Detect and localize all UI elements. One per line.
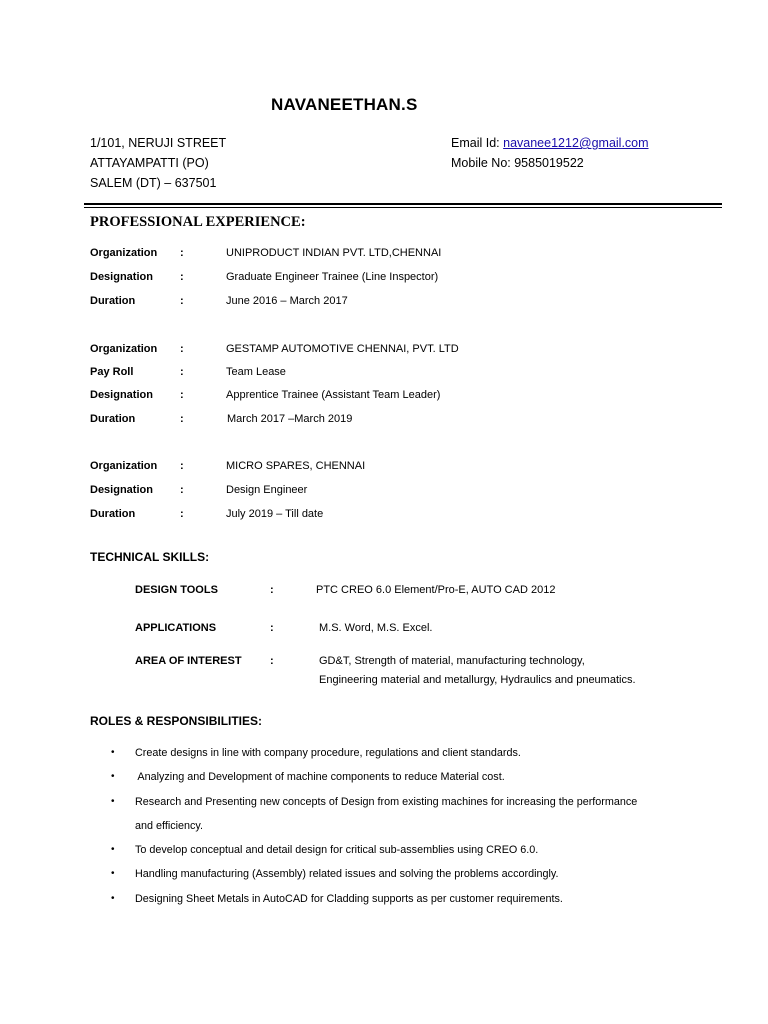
address-line-1: 1/101, NERUJI STREET <box>90 136 227 150</box>
role-2-text: Analyzing and Development of machine components to reduce Material cost. <box>135 771 505 783</box>
job3-designation-label: Designation <box>90 484 153 496</box>
skill-applications-label: APPLICATIONS <box>135 622 217 634</box>
role-3-bullet: • <box>111 796 115 807</box>
role-2-bullet: • <box>111 771 115 782</box>
header-divider-thin <box>84 207 722 208</box>
job3-designation-colon: : <box>180 484 184 496</box>
role-5-text: Handling manufacturing (Assembly) related issues and solving the problems accordingly. <box>135 868 559 880</box>
mobile-line: Mobile No: 9585019522 <box>451 156 584 170</box>
skill-interest-label: AREA OF INTEREST <box>135 655 242 667</box>
job3-duration-label: Duration <box>90 508 136 520</box>
job1-designation-colon: : <box>180 271 184 283</box>
header-divider-thick <box>84 203 722 205</box>
skill-interest-value-cont: Engineering material and metallurgy, Hydraulics and pneumatics. <box>319 674 636 686</box>
skill-interest-colon: : <box>270 655 274 667</box>
skill-interest-value: GD&T, Strength of material, manufacturing technology, <box>319 655 585 667</box>
job2-duration-value: March 2017 –March 2019 <box>227 413 353 425</box>
role-3-text: Research and Presenting new concepts of Design from existing machines for increasing the performance <box>135 796 638 808</box>
job2-duration-colon: : <box>180 413 184 425</box>
job1-org-label: Organization <box>90 247 158 259</box>
role-1-bullet: • <box>111 747 115 758</box>
job1-designation-value: Graduate Engineer Trainee (Line Inspector) <box>226 271 439 283</box>
job2-org-colon: : <box>180 343 184 355</box>
job3-duration-colon: : <box>180 508 184 520</box>
job3-org-label: Organization <box>90 460 158 472</box>
job2-payroll-value: Team Lease <box>226 366 286 378</box>
job2-payroll-colon: : <box>180 366 184 378</box>
address-line-3: SALEM (DT) – 637501 <box>90 176 217 190</box>
address-line-2: ATTAYAMPATTI (PO) <box>90 156 209 170</box>
email-link[interactable]: navanee1212@gmail.com <box>503 136 649 150</box>
experience-heading: PROFESSIONAL EXPERIENCE: <box>90 214 306 230</box>
role-5-bullet: • <box>111 868 115 879</box>
role-6-bullet: • <box>111 893 115 904</box>
skill-design-tools-value: PTC CREO 6.0 Element/Pro-E, AUTO CAD 2012 <box>316 584 556 596</box>
job2-duration-label: Duration <box>90 413 136 425</box>
job2-designation-colon: : <box>180 389 184 401</box>
role-3-text-cont: and efficiency. <box>135 820 204 832</box>
job1-org-value: UNIPRODUCT INDIAN PVT. LTD,CHENNAI <box>226 247 442 259</box>
job1-duration-colon: : <box>180 295 184 307</box>
roles-heading: ROLES & RESPONSIBILITIES: <box>90 714 263 728</box>
job1-org-colon: : <box>180 247 184 259</box>
email-label: Email Id: <box>451 136 500 150</box>
job2-org-value: GESTAMP AUTOMOTIVE CHENNAI, PVT. LTD <box>226 343 459 355</box>
skill-applications-value: M.S. Word, M.S. Excel. <box>319 622 433 634</box>
job3-duration-value: July 2019 – Till date <box>226 508 324 520</box>
skills-heading: TECHNICAL SKILLS: <box>90 550 210 564</box>
candidate-name: NAVANEETHAN.S <box>271 95 418 114</box>
role-6-text: Designing Sheet Metals in AutoCAD for Cladding supports as per customer requirements. <box>135 893 563 905</box>
job1-duration-value: June 2016 – March 2017 <box>226 295 348 307</box>
role-4-text: To develop conceptual and detail design for critical sub-assemblies using CREO 6.0. <box>135 844 539 856</box>
job3-org-value: MICRO SPARES, CHENNAI <box>226 460 366 472</box>
job3-org-colon: : <box>180 460 184 472</box>
role-1-text: Create designs in line with company procedure, regulations and client standards. <box>135 747 521 759</box>
job1-designation-label: Designation <box>90 271 153 283</box>
job3-designation-value: Design Engineer <box>226 484 308 496</box>
job2-payroll-label: Pay Roll <box>90 366 134 378</box>
job2-designation-value: Apprentice Trainee (Assistant Team Leader) <box>226 389 441 401</box>
skill-design-tools-colon: : <box>270 584 274 596</box>
email-line <box>451 136 649 150</box>
job1-duration-label: Duration <box>90 295 136 307</box>
job2-org-label: Organization <box>90 343 158 355</box>
skill-applications-colon: : <box>270 622 274 634</box>
role-4-bullet: • <box>111 844 115 855</box>
skill-design-tools-label: DESIGN TOOLS <box>135 584 218 596</box>
job2-designation-label: Designation <box>90 389 153 401</box>
